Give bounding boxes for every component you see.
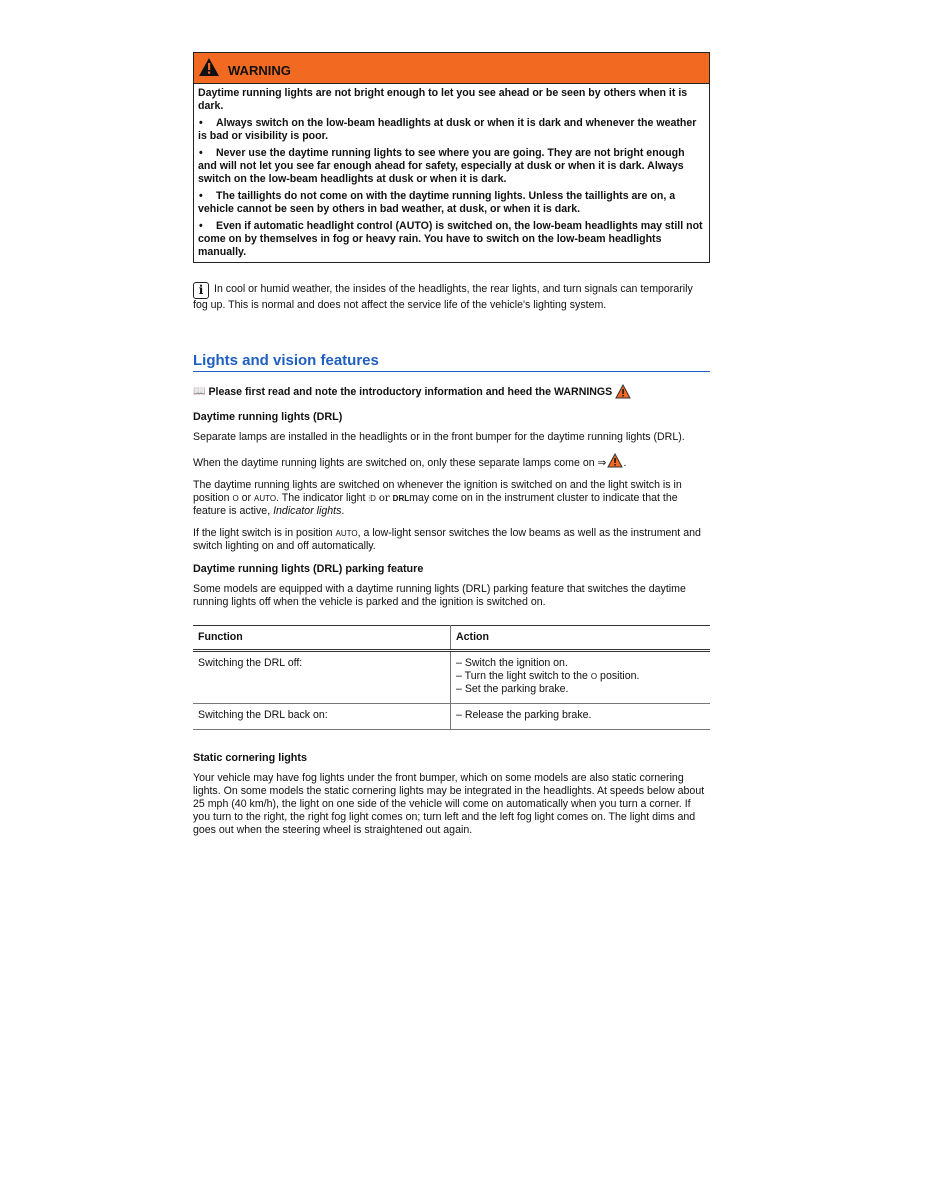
- info-note: [193, 282, 710, 312]
- info-icon: i: [193, 282, 209, 299]
- warning-bullet: • The taillights do not come on with the daytime running lights. Unless the taillights are on, a vehicle cannot be seen by others in bad weather, at dusk, or when it is dark.: [198, 190, 676, 215]
- warning-triangle-icon[interactable]: [607, 453, 623, 468]
- warning-intro: Daytime running lights are not bright enough to let you see ahead or be seen by others when it is dark.: [198, 87, 688, 112]
- light-switch-off-symbol: O: [590, 672, 598, 681]
- drl-paragraph-1: Separate lamps are installed in the headlights or in the front bumper for the daytime running lights (DRL).: [193, 431, 685, 443]
- cornering-paragraph: Your vehicle may have fog lights under the front bumper, which on some models are also static cornering lights. On some models the static cornering lights may be integrated in the headlights. At speeds below about 25 mph (40 km/h), the light on one side of the vehicle will come on automatically when you turn a corner. If you turn to the right, the right fog light comes on; turn left and the left fog light comes on. The light dims and goes out when the steering wheel is straightened out again.: [193, 772, 705, 836]
- drl-heading: Daytime running lights (DRL): [193, 411, 343, 423]
- table-cell-function: Switching the DRL back on:: [193, 704, 451, 730]
- table-header-action: Action: [451, 626, 711, 651]
- drl-indicator-icon: ⦙D: [368, 494, 376, 503]
- warning-box: [193, 52, 710, 263]
- table-row: [193, 704, 710, 730]
- warning-body: [194, 84, 709, 262]
- drl-text-icon: DRL: [392, 494, 410, 503]
- warning-triangle-icon[interactable]: [615, 384, 631, 399]
- indicator-lights-link[interactable]: Indicator lights: [273, 505, 342, 517]
- auto-symbol: AUTO: [335, 529, 358, 538]
- drl-paragraph-2: When the daytime running lights are switched on, only these separate lamps come on ⇒ .: [193, 453, 710, 470]
- table-cell-action: – Release the parking brake.: [451, 704, 711, 730]
- parking-paragraph: Some models are equipped with a daytime running lights (DRL) parking feature that switches the daytime running lights off when the vehicle is parked and the ignition is switched on.: [193, 583, 686, 608]
- warning-bullet: • Never use the daytime running lights to see where you are going. They are not bright enough and will not let you see far enough ahead for safety, especially at dusk or when it is dark. Always switch on the low-beam headlights at dusk or when it is dark.: [198, 147, 685, 185]
- table-header-function: Function: [193, 626, 451, 651]
- light-switch-off-symbol: O: [232, 494, 239, 503]
- warning-title: WARNING: [228, 63, 291, 78]
- intro-text: Please first read and note the introductory information and heed the WARNINGS: [208, 385, 613, 398]
- parking-heading: Daytime running lights (DRL) parking feature: [193, 563, 424, 575]
- table-cell-action: – Switch the ignition on. – Turn the light switch to the O position. – Set the parking brake.: [451, 651, 711, 704]
- drl-parking-table: [193, 625, 710, 730]
- page: [193, 52, 710, 846]
- section-title: Lights and vision features: [193, 352, 710, 372]
- intro-line[interactable]: [193, 384, 710, 399]
- auto-symbol: AUTO: [254, 494, 277, 503]
- info-note-text: In cool or humid weather, the insides of the headlights, the rear lights, and turn signals can temporarily fog up. This is normal and does not affect the service life of the vehicle's lighting system.: [193, 283, 693, 311]
- warning-triangle-icon: [198, 57, 220, 77]
- table-row: [193, 651, 710, 704]
- drl-paragraph-4: If the light switch is in position AUTO, a low-light sensor switches the low beams as well as the instrument and switch lighting on and off automatically.: [193, 527, 701, 552]
- warning-bullet: • Always switch on the low-beam headlights at dusk or when it is dark and whenever the weather is bad or visibility is poor.: [198, 117, 697, 142]
- cornering-heading: Static cornering lights: [193, 752, 307, 764]
- drl-paragraph-3: The daytime running lights are switched on whenever the ignition is switched on and the light switch is in position O or AUTO. The indicator light ⦙D or DRLmay come on in the instrument cluster to indicate that the feature is active, Indicator lights.: [193, 479, 682, 517]
- warning-bullet: • Even if automatic headlight control (AUTO) is switched on, the low-beam headlights may still not come on by themselves in fog or heavy rain. You have to switch on the low-beam headlights manually.: [198, 220, 703, 258]
- table-header-row: [193, 626, 710, 651]
- book-icon: 📖: [193, 386, 206, 397]
- warning-header: [194, 53, 709, 84]
- table-cell-function: Switching the DRL off:: [193, 651, 451, 704]
